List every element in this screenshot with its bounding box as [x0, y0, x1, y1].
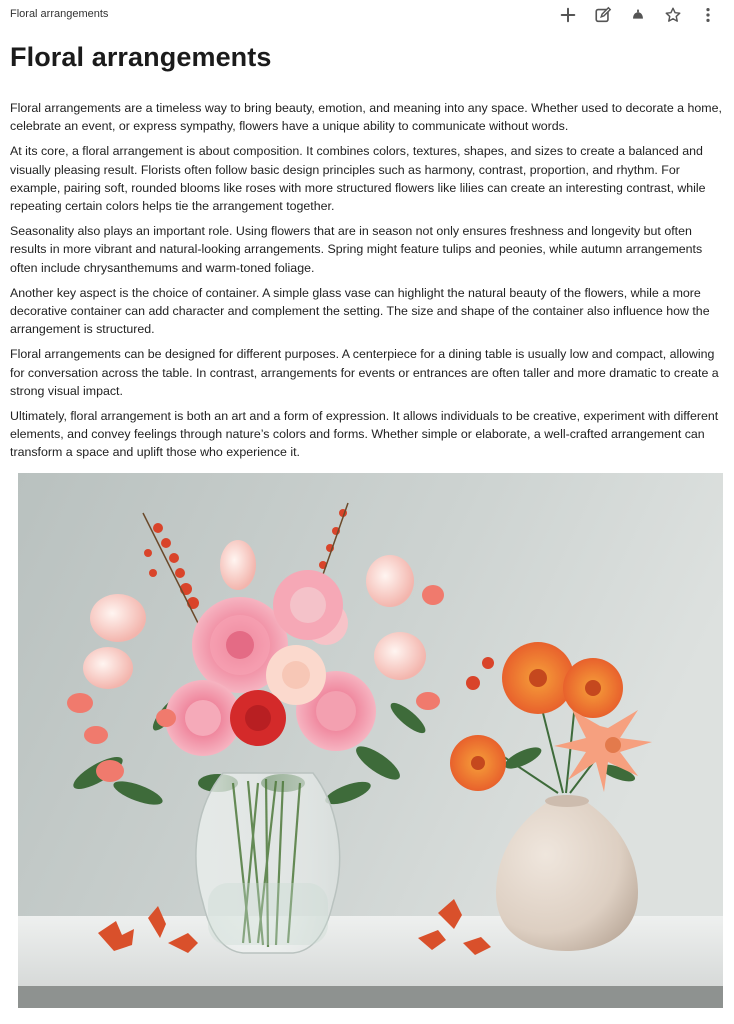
- edit-icon: [594, 6, 612, 24]
- top-bar: [0, 0, 734, 30]
- bell-icon: [629, 6, 647, 24]
- more-vertical-icon: [699, 6, 717, 24]
- article-body: [10, 99, 722, 469]
- flower-illustration: [18, 473, 723, 1008]
- page-toolbar: [556, 4, 720, 26]
- paragraph: Seasonality also plays an important role. Using flowers that are in season not only ensures freshness and longevity but often results in more vibrant and natural-looking arrangements. Spring might feature tulips and peonies, while autumn arrangements often include chrysanthemums and warm-toned foliage.: [10, 224, 703, 275]
- paragraph: Floral arrangements are a timeless way to bring beauty, emotion, and meaning into any space. Whether used to decorate a home, celebrate an event, or express sympathy, flowers have a unique ability to communicate without words.: [10, 101, 722, 134]
- page-title: Floral arrangements: [10, 42, 272, 72]
- plus-icon: [559, 6, 577, 24]
- paragraph: Another key aspect is the choice of container. A simple glass vase can highlight the natural beauty of the flowers, while a more decorative container can add character and complement the setting. The size and shape of the container also influence how the arrangement is structured.: [10, 285, 710, 337]
- paragraph: At its core, a floral arrangement is about composition. It combines colors, textures, shapes, and sizes to create a balanced and visually pleasing result. Florists often follow basic design principles such as harmony, contrast, proportion, and rhythm. For example, pairing soft, rounded blooms like roses with more structured flowers like lilies can create an interesting contrast, while repeating certain colors helps tie the arrangement together.: [10, 144, 706, 214]
- paragraph: Ultimately, floral arrangement is both an art and a form of expression. It allows individuals to be creative, experiment with different elements, and convey feelings through nature’s colors and forms. Whether simple or elaborate, a well-crafted arrangement can transform a space and uplift those who experience it.: [10, 409, 719, 460]
- star-icon: [664, 6, 682, 24]
- favorite-button[interactable]: [661, 4, 685, 26]
- edit-button[interactable]: [591, 4, 615, 26]
- add-button[interactable]: [556, 4, 580, 26]
- breadcrumb[interactable]: Floral arrangements: [10, 8, 109, 20]
- paragraph: Floral arrangements can be designed for different purposes. A centerpiece for a dining table is usually low and compact, allowing for conversation across the table. In contrast, arrangements for events or entrances are often taller and more dramatic to create a strong visual impact.: [10, 347, 719, 398]
- flower-arrangement-image: [18, 473, 723, 1008]
- more-button[interactable]: [696, 4, 720, 26]
- notify-button[interactable]: [626, 4, 650, 26]
